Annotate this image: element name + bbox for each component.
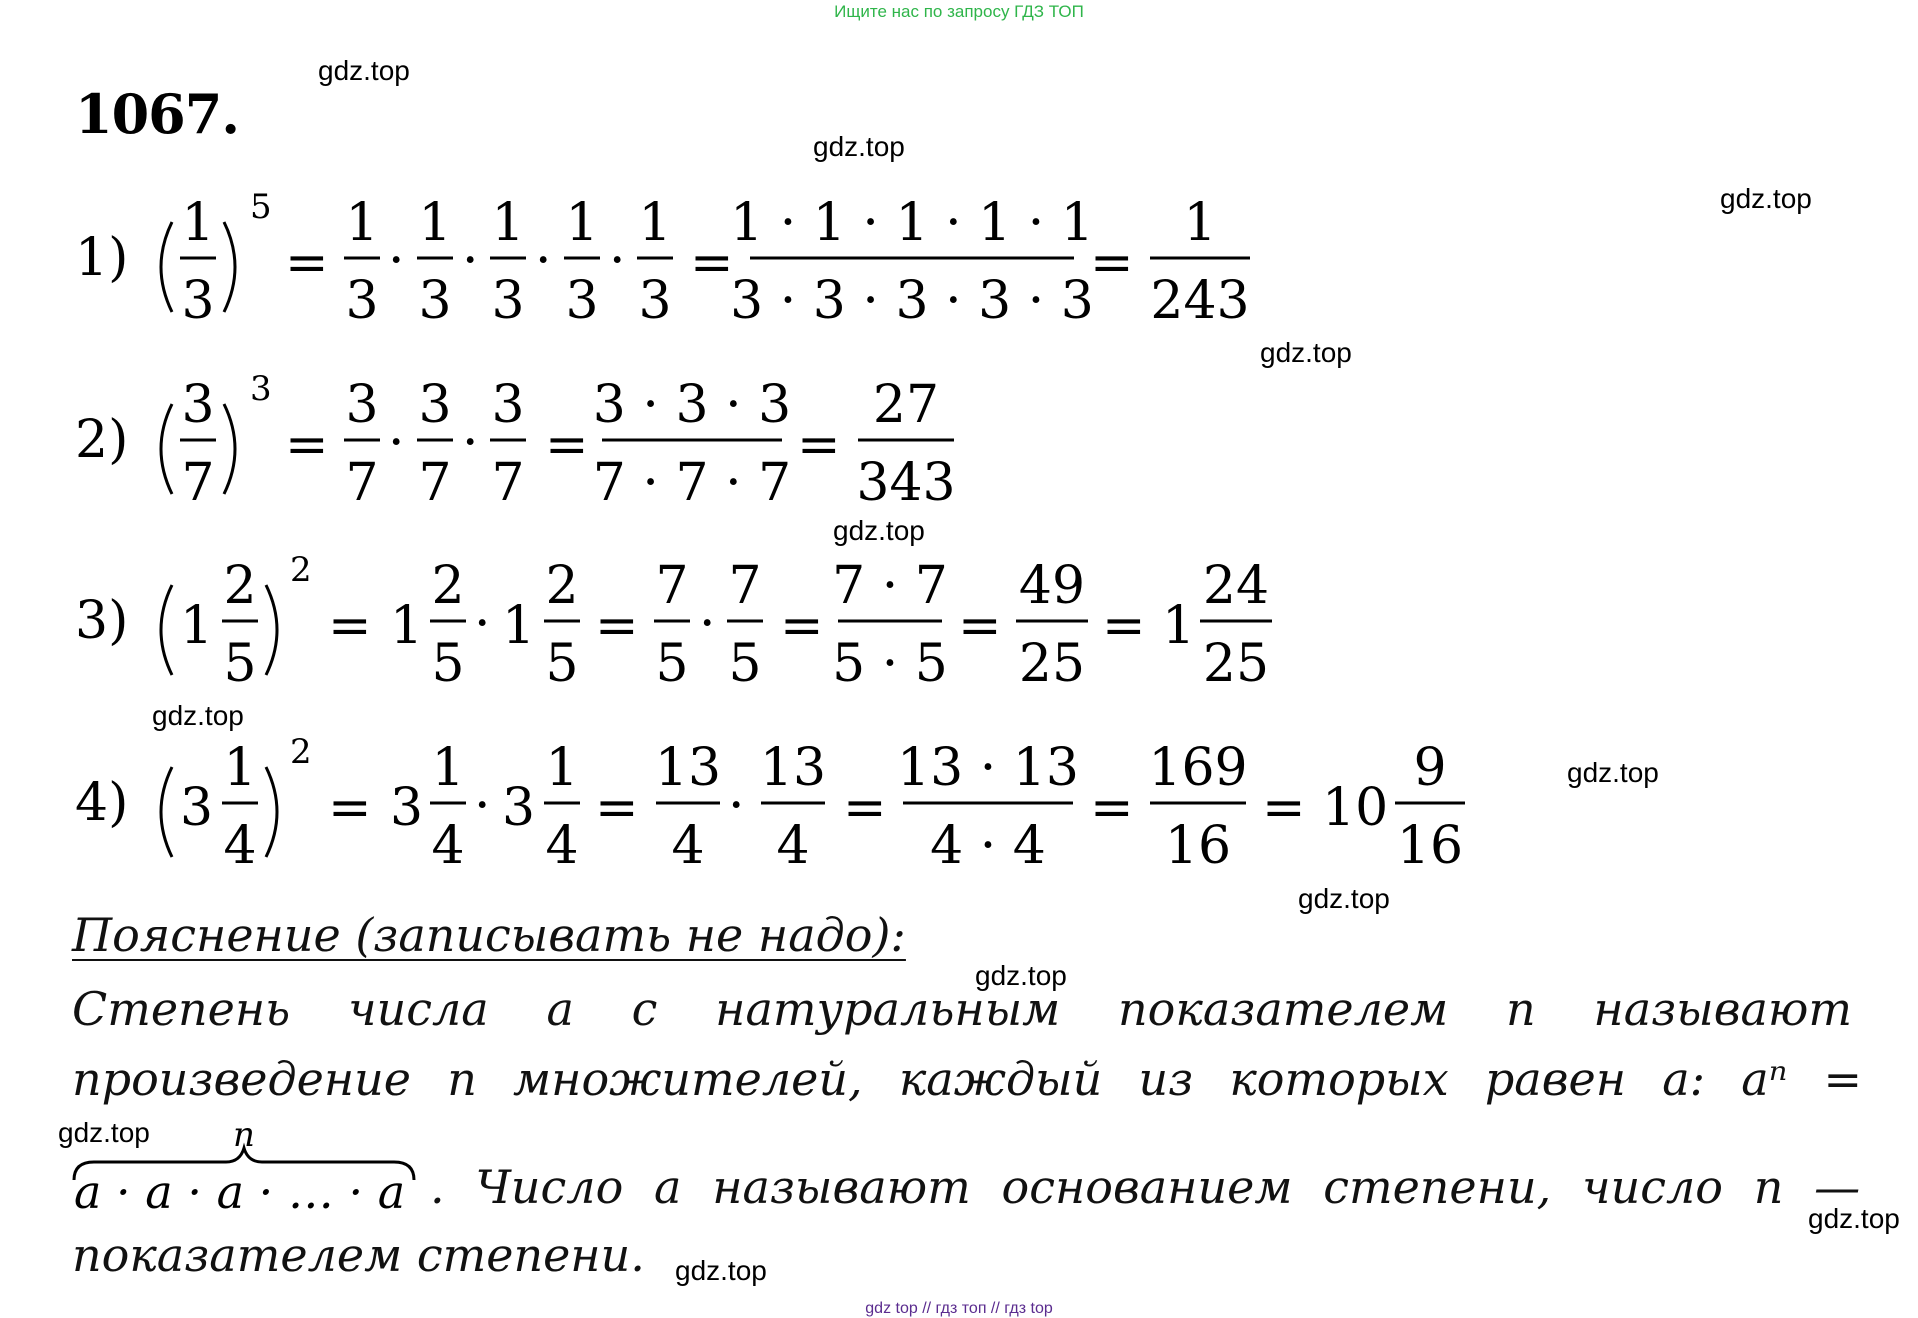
svg-text:13: 13 (654, 738, 722, 798)
svg-text:7 · 7 · 7: 7 · 7 · 7 (592, 453, 792, 513)
equation-2 (0, 362, 1918, 522)
svg-text:4: 4 (431, 816, 465, 876)
task-number: 1067. (75, 82, 240, 146)
svg-text:5 · 5: 5 · 5 (832, 634, 948, 694)
watermark: gdz.top (1720, 183, 1812, 214)
svg-text:1: 1 (431, 738, 465, 798)
svg-text:3 · 3 · 3 · 3 · 3: 3 · 3 · 3 · 3 · 3 (730, 271, 1094, 331)
svg-text:16: 16 (1164, 816, 1232, 876)
eq-label: 2) (75, 410, 129, 470)
svg-text:7: 7 (491, 453, 525, 513)
svg-text:3: 3 (345, 271, 379, 331)
svg-text:=: = (1262, 778, 1306, 838)
svg-text:2: 2 (223, 556, 257, 616)
svg-text:·: · (462, 231, 479, 291)
eq-label: 3) (75, 591, 129, 651)
svg-text:4: 4 (223, 816, 257, 876)
svg-text:=: = (1090, 778, 1134, 838)
svg-text:3: 3 (390, 778, 424, 838)
equation-1 (0, 180, 1918, 340)
product-expression: a · a · a · … · a (74, 1165, 406, 1218)
watermark: gdz.top (1260, 337, 1352, 368)
watermark: gdz.top (813, 131, 905, 162)
svg-text:3: 3 (345, 375, 379, 435)
svg-text:3: 3 (250, 369, 272, 409)
svg-text:7: 7 (728, 556, 762, 616)
svg-text:13 · 13: 13 · 13 (897, 738, 1079, 798)
svg-text:1: 1 (491, 193, 525, 253)
svg-text:25: 25 (1202, 634, 1270, 694)
svg-text:=: = (797, 415, 841, 475)
svg-text:27: 27 (872, 375, 940, 435)
svg-text:4: 4 (671, 816, 705, 876)
svg-text:7: 7 (418, 453, 452, 513)
svg-text:=: = (843, 778, 887, 838)
bottom-banner[interactable]: gdz top // гдз топ // гдз top (865, 1300, 1053, 1317)
svg-text:3: 3 (181, 375, 215, 435)
watermark: gdz.top (675, 1255, 767, 1286)
explanation-line-2: произведение n множителей, каждый из которых равен а: aⁿ = (72, 1052, 1863, 1106)
svg-text:5: 5 (655, 634, 689, 694)
top-banner[interactable]: Ищите нас по запросу ГДЗ ТОП (834, 2, 1084, 21)
svg-text:·: · (609, 231, 626, 291)
svg-text:169: 169 (1148, 738, 1248, 798)
watermark: gdz.top (1298, 883, 1390, 914)
svg-text:3: 3 (491, 271, 525, 331)
svg-text:24: 24 (1202, 556, 1270, 616)
svg-text:=: = (328, 596, 372, 656)
svg-text:2: 2 (545, 556, 579, 616)
svg-text:4 · 4: 4 · 4 (930, 816, 1046, 876)
svg-text:5: 5 (545, 634, 579, 694)
svg-text:=: = (690, 233, 734, 293)
svg-text:·: · (388, 231, 405, 291)
svg-text:3: 3 (565, 271, 599, 331)
svg-text:1: 1 (418, 193, 452, 253)
explanation-line-4: показателем степени. (72, 1228, 645, 1282)
svg-text:·: · (474, 594, 491, 654)
svg-text:13: 13 (759, 738, 827, 798)
svg-text:1: 1 (545, 738, 579, 798)
svg-text:343: 343 (856, 453, 956, 513)
svg-text:5: 5 (431, 634, 465, 694)
watermark: gdz.top (152, 700, 244, 731)
svg-text:·: · (728, 776, 745, 836)
svg-text:=: = (780, 596, 824, 656)
overbrace-product (70, 1108, 430, 1218)
svg-text:5: 5 (223, 634, 257, 694)
svg-text:1: 1 (1162, 596, 1196, 656)
svg-text:1: 1 (565, 193, 599, 253)
equals-sign: = (285, 233, 329, 293)
svg-text:3: 3 (418, 271, 452, 331)
svg-text:7: 7 (655, 556, 689, 616)
svg-text:3: 3 (491, 375, 525, 435)
svg-text:2: 2 (290, 550, 312, 590)
svg-text:3: 3 (502, 778, 536, 838)
explanation-line-1: Степень числа а с натуральным показателем n называют (72, 982, 1853, 1036)
eq-label: 4) (75, 773, 129, 833)
watermark: gdz.top (1808, 1203, 1900, 1234)
equation-4 (0, 725, 1918, 885)
svg-text:243: 243 (1150, 271, 1250, 331)
svg-text:7: 7 (345, 453, 379, 513)
svg-text:·: · (535, 231, 552, 291)
svg-text:3: 3 (180, 778, 214, 838)
svg-text:1 · 1 · 1 · 1 · 1: 1 · 1 · 1 · 1 · 1 (730, 193, 1094, 253)
svg-text:1: 1 (638, 193, 672, 253)
svg-text:=: = (958, 596, 1002, 656)
svg-text:3: 3 (181, 271, 215, 331)
svg-text:=: = (285, 415, 329, 475)
svg-text:3: 3 (638, 271, 672, 331)
svg-text:·: · (388, 413, 405, 473)
svg-text:10: 10 (1322, 778, 1389, 838)
explanation-line-3: . Число а называют основанием степени, число n — (430, 1160, 1861, 1214)
watermark: gdz.top (1567, 757, 1659, 788)
svg-text:3 · 3 · 3: 3 · 3 · 3 (592, 375, 792, 435)
watermark: gdz.top (833, 515, 925, 546)
svg-text:=: = (1102, 596, 1146, 656)
eq-label: 1) (75, 228, 129, 288)
svg-text:1: 1 (1183, 193, 1217, 253)
svg-text:=: = (595, 596, 639, 656)
svg-text:2: 2 (431, 556, 465, 616)
svg-text:=: = (328, 778, 372, 838)
svg-text:·: · (474, 776, 491, 836)
svg-text:2: 2 (290, 732, 312, 772)
svg-text:1: 1 (502, 596, 536, 656)
svg-text:·: · (699, 594, 716, 654)
svg-text:=: = (595, 778, 639, 838)
svg-text:25: 25 (1018, 634, 1086, 694)
svg-text:1: 1 (223, 738, 257, 798)
svg-text:16: 16 (1396, 816, 1464, 876)
watermark: gdz.top (318, 55, 410, 86)
equation-3 (0, 543, 1918, 703)
svg-text:=: = (1090, 233, 1134, 293)
svg-text:9: 9 (1413, 738, 1447, 798)
svg-text:7: 7 (181, 453, 215, 513)
svg-text:4: 4 (545, 816, 579, 876)
svg-text:49: 49 (1018, 556, 1086, 616)
svg-text:1: 1 (181, 193, 215, 253)
svg-text:5: 5 (250, 187, 272, 227)
svg-text:=: = (545, 415, 589, 475)
explanation-heading: Пояснение (записывать не надо): (72, 908, 906, 962)
svg-text:5: 5 (728, 634, 762, 694)
svg-text:·: · (462, 413, 479, 473)
brace-label: n (233, 1115, 255, 1155)
watermark: gdz.top (975, 960, 1067, 991)
svg-text:3: 3 (418, 375, 452, 435)
svg-text:1: 1 (180, 596, 214, 656)
watermark: gdz.top (58, 1117, 150, 1148)
svg-text:4: 4 (776, 816, 810, 876)
svg-text:1: 1 (390, 596, 424, 656)
svg-text:7 · 7: 7 · 7 (832, 556, 948, 616)
svg-text:1: 1 (345, 193, 379, 253)
